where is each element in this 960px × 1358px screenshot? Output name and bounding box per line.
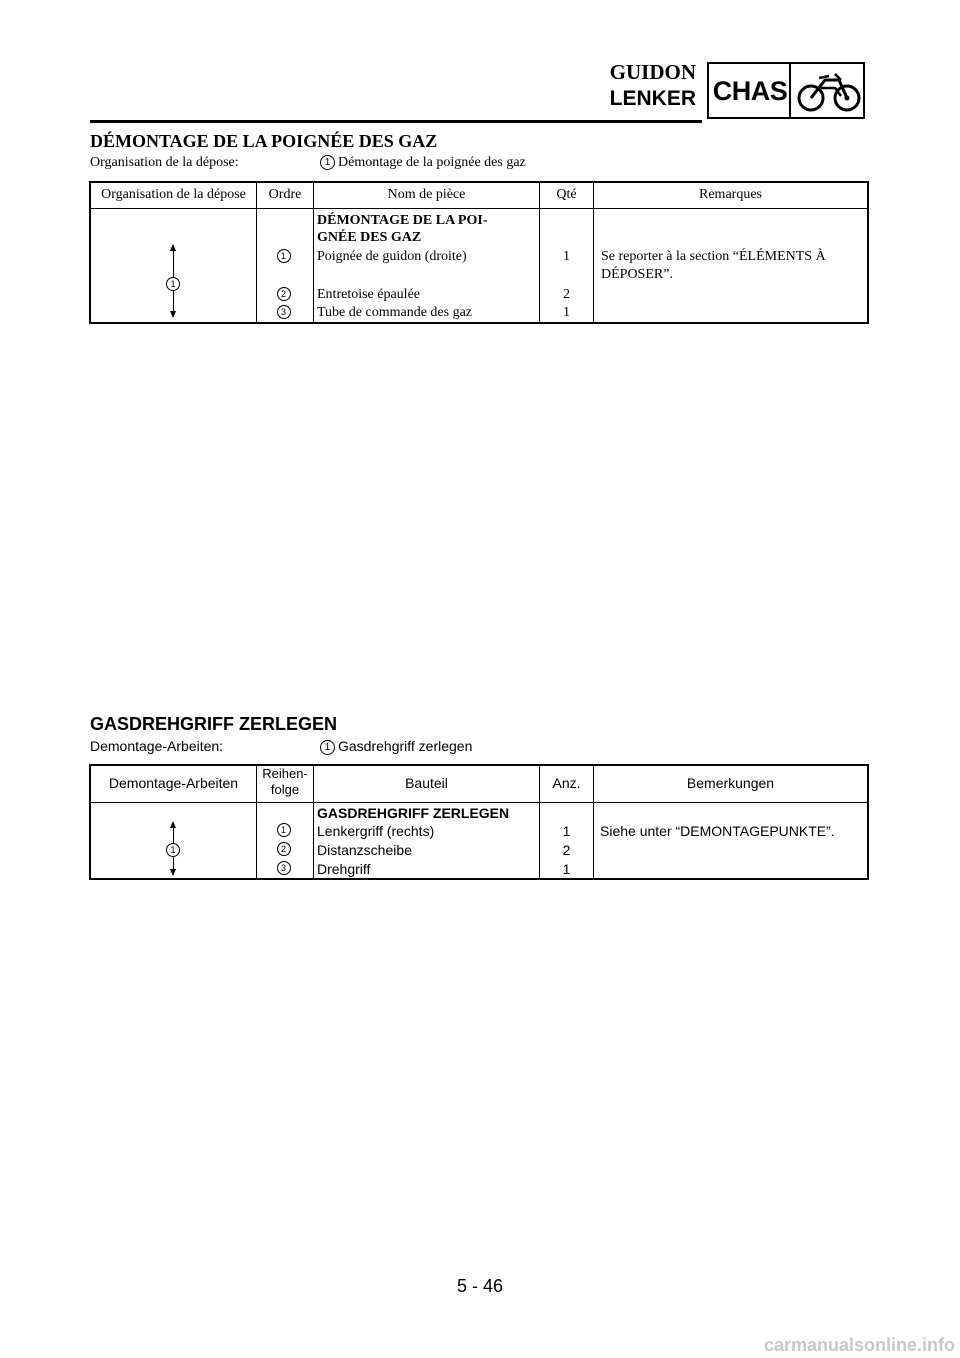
fr-row3-order: 3 <box>257 304 313 322</box>
de-row3-order: 3 <box>257 860 313 878</box>
de-remark: Siehe unter “DEMONTAGEPUNKTE”. <box>600 823 835 839</box>
de-row2-order: 2 <box>257 841 313 859</box>
de-col-org: Demontage-Arbeiten <box>108 775 239 791</box>
motorcycle-icon <box>795 66 863 116</box>
watermark: carmanualsonline.info <box>763 1335 955 1355</box>
fr-table-header-rule <box>89 208 869 209</box>
de-row1-qty: 1 <box>562 823 571 839</box>
section-code-label: CHAS <box>712 76 788 106</box>
fr-arrow-down-icon <box>170 311 176 318</box>
fr-col-remarks: Remarques <box>699 187 762 202</box>
fr-org-label: Organisation de la dépose: <box>90 155 239 170</box>
fr-remark-line1: Se reporter à la section “ÉLÉMENTS À <box>601 249 826 264</box>
fr-row2-part: Entretoise épaulée <box>317 287 421 302</box>
de-heading: GASDREHGRIFF ZERLEGEN <box>317 805 510 821</box>
fr-row3-part: Tube de commande des gaz <box>317 305 472 320</box>
fr-row2-order: 2 <box>257 286 313 304</box>
de-col-qty: Anz. <box>552 775 581 791</box>
de-group-marker: 1 <box>166 843 180 857</box>
fr-group-marker: 1 <box>166 277 180 291</box>
fr-row1-qty: 1 <box>563 249 570 264</box>
fr-org-value-line <box>320 154 526 172</box>
de-col-part: Bauteil <box>405 775 448 791</box>
de-row2-part: Distanzscheibe <box>317 842 412 858</box>
fr-row1-order: 1 <box>257 248 313 266</box>
de-col-order-line2: folge <box>270 782 300 797</box>
fr-col-org: Organisation de la dépose <box>101 187 246 202</box>
de-org-value-line <box>320 737 472 755</box>
de-org-value: Gasdrehgriff zerlegen <box>338 738 473 754</box>
fr-org-number: 1 <box>320 155 335 170</box>
de-row1-part: Lenkergriff (rechts) <box>317 823 435 839</box>
de-col-order-line1: Reihen- <box>262 766 308 781</box>
page-number: 5 - 46 <box>456 1276 504 1296</box>
de-row1-order: 1 <box>257 822 313 840</box>
de-arrow-down-icon <box>170 869 176 876</box>
fr-org-value: Démontage de la poignée des gaz <box>338 155 526 170</box>
header-title-guidon: GUIDON <box>609 60 696 84</box>
fr-col-part: Nom de pièce <box>387 187 466 202</box>
fr-col-order: Ordre <box>268 187 302 202</box>
fr-col-qty: Qté <box>556 187 577 202</box>
fr-heading-line2: GNÉE DES GAZ <box>317 230 422 245</box>
fr-row2-qty: 2 <box>563 287 570 302</box>
de-section-title: GASDREHGRIFF ZERLEGEN <box>90 714 338 734</box>
fr-row3-qty: 1 <box>563 305 570 320</box>
fr-row1-part: Poignée de guidon (droite) <box>317 249 467 264</box>
de-row3-qty: 1 <box>562 861 571 877</box>
fr-remark-line2: DÉPOSER”. <box>601 267 673 282</box>
de-row3-part: Drehgriff <box>317 861 371 877</box>
de-org-label: Demontage-Arbeiten: <box>90 738 224 754</box>
de-row2-qty: 2 <box>562 842 571 858</box>
fr-heading-line1: DÉMONTAGE DE LA POI- <box>317 213 488 228</box>
de-col-remarks: Bemerkungen <box>686 775 775 791</box>
de-table-header-rule <box>89 802 869 803</box>
header-rule <box>90 120 702 123</box>
fr-section-title: DÉMONTAGE DE LA POIGNÉE DES GAZ <box>90 131 438 151</box>
de-org-number: 1 <box>320 740 335 755</box>
header-title-lenker: LENKER <box>609 87 696 110</box>
